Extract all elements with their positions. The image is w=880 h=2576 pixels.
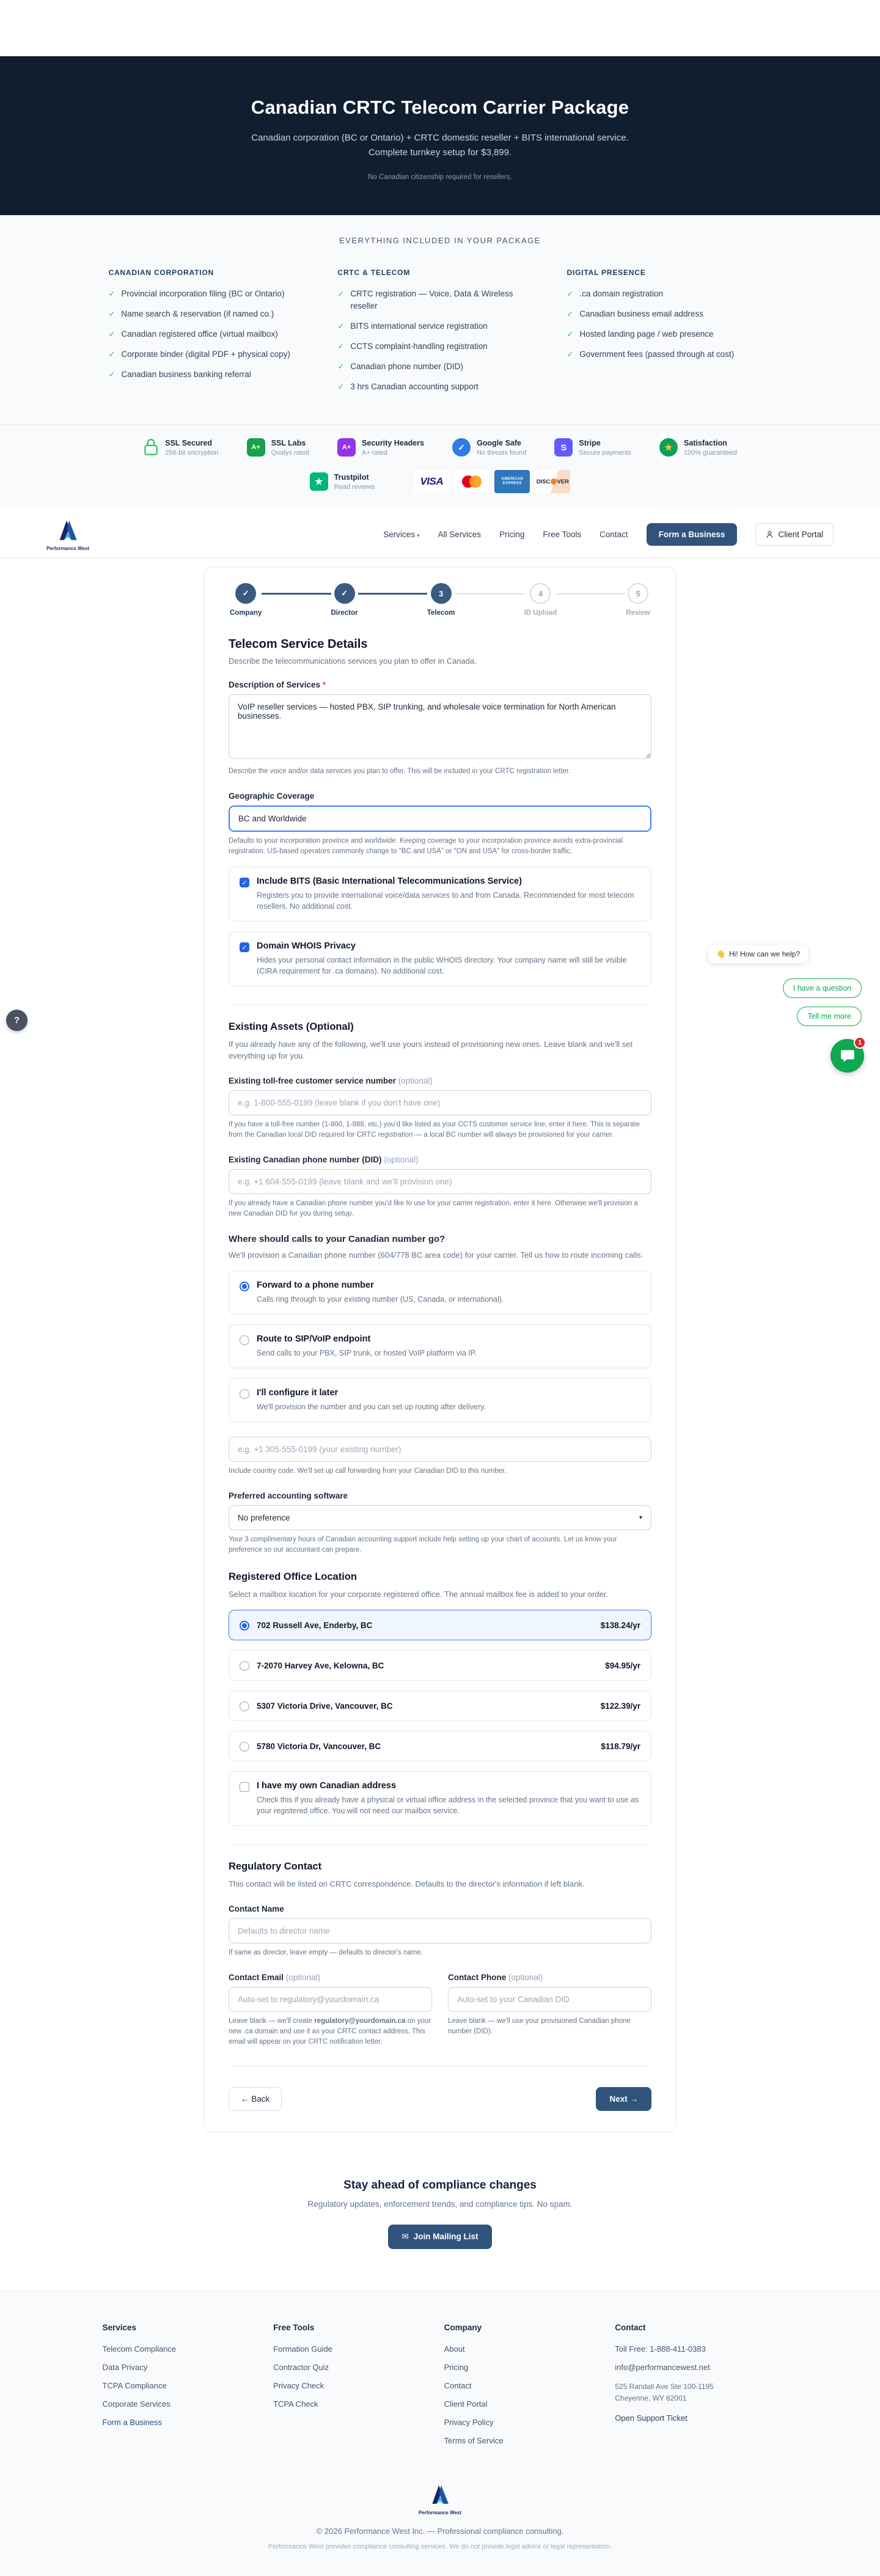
chat-launcher-button[interactable] (831, 1039, 864, 1073)
step-review[interactable]: 5 Review (626, 583, 650, 617)
hero-banner (0, 56, 880, 215)
badge-ssl-secured: SSL Secured 256-bit encryption (143, 438, 218, 457)
check-icon: ✓ (108, 309, 116, 318)
coverage-input[interactable] (229, 805, 651, 832)
step-connector (455, 593, 524, 595)
column-title: CANADIAN CORPORATION (108, 268, 214, 277)
lock-icon (143, 438, 159, 457)
column-title: DIGITAL PRESENCE (566, 268, 646, 277)
routing-section (229, 1234, 651, 1477)
star-icon: ★ (659, 438, 678, 457)
chat-greeting-bubble[interactable]: 👋 Hi! How can we help? (708, 945, 808, 963)
included-column-crtc-telecom (338, 268, 543, 401)
included-heading: EVERYTHING INCLUDED IN YOUR PACKAGE (339, 236, 541, 245)
included-item: ✓ 3 hrs Canadian accounting support (338, 381, 521, 393)
footer-link-about[interactable]: About (444, 2344, 465, 2354)
contact-email-phone-row (229, 1973, 651, 2047)
radio-unselected[interactable] (240, 1742, 249, 1752)
included-item: ✓ BITS international service registration (338, 320, 521, 332)
footer-link-tcpa-check[interactable]: TCPA Check (273, 2399, 318, 2409)
person-icon (766, 530, 774, 538)
description-help: Describe the voice and/or data services you plan to offer. This will be included in your CRTC registration letter. (229, 768, 571, 775)
own-address-desc: Check this if you already have a physical or virtual office address in the selected province that you want to use as your registered office. You will not need our mailbox service. (257, 1796, 639, 1815)
step-company[interactable]: ✓ Company (230, 583, 262, 617)
office-option-victoria-dr[interactable]: 5780 Victoria Dr, Vancouver, BC $118.79/yr (229, 1731, 651, 1761)
step-connector (262, 593, 331, 595)
tollfree-help: If you have a toll-free number (1-800, 1-888, etc.) you'd like listed as your CCTS customer service line, enter it here. This is separate from the Canadian local DID required for CRTC registration — a local BC number will always be provisioned for your carrier. (229, 1121, 640, 1139)
package-included-section (0, 215, 880, 424)
coverage-help: Defaults to your incorporation province and worldwide. Keeping coverage to your incorporation province avoids extra-provincial registration. US-based operators commonly change to "BC and USA" or "ON and USA" for cross-border traffic. (229, 837, 623, 855)
footer-col-services: Services Telecom Compliance Data Privacy TCPA Compliance Corporate Services Form a Business (103, 2323, 274, 2454)
tollfree-input[interactable] (229, 1090, 651, 1115)
assets-title: Existing Assets (Optional) (229, 1021, 354, 1032)
stripe-icon: S (554, 438, 573, 457)
footer-link-pricing[interactable]: Pricing (444, 2363, 469, 2372)
step-number: 3 (431, 583, 452, 604)
tollfree-field (229, 1076, 651, 1140)
radio-selected[interactable] (240, 1621, 249, 1631)
step-check-icon: ✓ (235, 583, 256, 604)
included-item: ✓ Canadian registered office (virtual mailbox) (109, 328, 292, 340)
contact-name-label: Contact Name (229, 1904, 284, 1914)
discover-card-icon: DISC VER (535, 470, 570, 493)
badge-ssl-labs: A+ SSL Labs Qualys rated (247, 438, 309, 457)
own-address-label: I have my own Canadian address (257, 1781, 397, 1791)
column-title: CRTC & TELECOM (337, 268, 411, 277)
whois-label: Domain WHOIS Privacy (257, 941, 356, 951)
forward-number-input[interactable] (229, 1437, 651, 1462)
included-item: ✓ Canadian business email address (567, 308, 750, 320)
nav-contact[interactable]: Contact (600, 530, 628, 539)
nav-services[interactable]: Services ▾ (383, 530, 420, 539)
brand-name: Performance West (418, 2510, 462, 2515)
step-connector (557, 593, 626, 595)
routing-option-desc: Send calls to your PBX, SIP trunk, or hosted VoIP platform via IP. (257, 1349, 477, 1357)
radio-unselected[interactable] (240, 1389, 249, 1399)
office-price: $118.79/yr (601, 1741, 640, 1751)
nav-pricing[interactable]: Pricing (499, 530, 525, 539)
check-icon: ✓ (108, 289, 116, 298)
footer-link-terms[interactable]: Terms of Service (444, 2436, 504, 2445)
footer-link-corporate-services[interactable]: Corporate Services (102, 2399, 170, 2409)
description-textarea[interactable] (229, 694, 651, 759)
step-director[interactable]: ✓ Director (331, 583, 358, 617)
checkbox-checked-icon[interactable]: ✓ (240, 878, 249, 887)
check-icon: ✓ (108, 329, 116, 339)
disclaimer-text: Performance West provides compliance consulting services. We do not provide legal advice or legal representation. (268, 2543, 612, 2550)
a-plus-icon: A+ (247, 438, 265, 457)
routing-option-desc: We'll provision the number and you can set up routing after delivery. (257, 1403, 486, 1411)
whois-checkbox-card[interactable] (229, 931, 651, 986)
footer-brand (0, 2482, 880, 2515)
contact-phone-label: Contact Phone (optional) (448, 1973, 543, 1982)
accounting-field (229, 1491, 651, 1555)
wizard-card (204, 567, 676, 2132)
check-icon: ✓ (337, 382, 345, 391)
footer-link-telecom-compliance[interactable]: Telecom Compliance (102, 2344, 177, 2354)
trust-badges-section (0, 424, 880, 509)
included-item: ✓ Corporate binder (digital PDF + physical copy) (109, 348, 292, 361)
check-icon: ✓ (337, 362, 345, 371)
step-number: 4 (530, 583, 551, 604)
performance-west-logo-icon (56, 518, 80, 545)
back-button[interactable]: ← Back (229, 2087, 282, 2111)
footer-link-privacy-policy[interactable]: Privacy Policy (444, 2418, 494, 2427)
regulatory-contact-subtitle: This contact will be listed on CRTC correspondence. Defaults to the director's information if left blank. (229, 1879, 585, 1888)
copyright-text: © 2026 Performance West Inc. — Professional compliance consulting. (316, 2526, 564, 2536)
check-icon: ✓ (337, 289, 345, 298)
routing-option-sip[interactable] (229, 1324, 651, 1368)
footer-link-contractor-quiz[interactable]: Contractor Quiz (273, 2363, 329, 2372)
radio-unselected[interactable] (240, 1661, 249, 1671)
routing-subtitle: We'll provision a Canadian phone number (604/778 BC area code) for your carrier. Tell us how to route incoming calls. (229, 1250, 644, 1260)
top-whitespace (0, 0, 880, 56)
regulatory-contact-title: Regulatory Contact (229, 1861, 322, 1872)
description-field (229, 680, 651, 777)
badge-security-headers: A+ Security Headers A+ rated (337, 438, 424, 457)
section-divider (229, 1844, 651, 1845)
checkbox-checked-icon[interactable]: ✓ (240, 942, 249, 952)
brand-name: Performance West (46, 546, 90, 551)
required-asterisk: * (322, 680, 326, 689)
nav-links (383, 523, 834, 546)
included-item: ✓ CRTC registration — Voice, Data & Wireless reseller (338, 288, 521, 312)
accounting-label: Preferred accounting software (229, 1491, 348, 1500)
client-portal-button[interactable]: Client Portal (755, 523, 834, 546)
step-connector (358, 593, 427, 595)
check-icon: ✓ (108, 370, 116, 379)
amex-card-icon: AMERICAN EXPRESS (494, 470, 530, 493)
step-check-icon: ✓ (334, 583, 355, 604)
main-content (0, 567, 880, 2132)
chevron-down-icon: ▾ (417, 532, 420, 538)
bits-label: Include BITS (Basic International Telecommunications Service) (257, 876, 522, 886)
routing-option-desc: Calls ring through to your existing number (US, Canada, or international). (257, 1295, 504, 1304)
accounting-select[interactable]: No preference ▾ (229, 1505, 651, 1530)
question-icon: ? (13, 1015, 20, 1026)
contact-name-input[interactable] (229, 1918, 651, 1943)
footer-email[interactable]: info@performancewest.net (615, 2363, 710, 2372)
did-field (229, 1155, 651, 1219)
contact-email-label: Contact Email (optional) (229, 1973, 321, 1982)
mastercard-icon (454, 470, 490, 493)
office-option-enderby[interactable]: 702 Russell Ave, Enderby, BC $138.24/yr (229, 1610, 651, 1640)
next-button[interactable]: Next → (596, 2087, 651, 2111)
contact-phone-help: Leave blank — we'll use your provisioned Canadian phone number (DID). (448, 2017, 631, 2035)
bits-checkbox-card[interactable] (229, 867, 651, 922)
did-label: Existing Canadian phone number (DID) (optional) (229, 1155, 419, 1164)
step-id-upload[interactable]: 4 ID Upload (524, 583, 557, 617)
check-icon: ✓ (566, 289, 574, 298)
step-number: 5 (628, 583, 648, 604)
contact-name-help: If same as director, leave empty — defaults to director's name. (229, 1949, 423, 1956)
footer-phone[interactable]: Toll Free: 1-888-411-0383 (615, 2344, 706, 2354)
office-option-kelowna[interactable]: 7-2070 Harvey Ave, Kelowna, BC $94.95/yr (229, 1650, 651, 1681)
page-footer (0, 2291, 880, 2576)
routing-option-label: Forward to a phone number (257, 1280, 374, 1290)
included-item: ✓ Canadian phone number (DID) (338, 361, 521, 373)
footer-col-company: Company About Pricing Contact Client Portal Privacy Policy Terms of Service (444, 2323, 615, 2454)
radio-selected[interactable] (240, 1282, 249, 1291)
coverage-field (229, 791, 651, 857)
footer-link-client-portal[interactable]: Client Portal (444, 2399, 488, 2409)
footer-link-tcpa-compliance[interactable]: TCPA Compliance (102, 2381, 167, 2390)
checkbox-unchecked[interactable] (240, 1782, 249, 1792)
included-item: ✓ .ca domain registration (567, 288, 750, 300)
bits-desc: Registers you to provide international voice/data services to and from Canada. Recommended for most telecom resellers. No additional cost. (257, 891, 634, 911)
forward-number-help: Include country code. We'll set up call forwarding from your Canadian DID to this number. (229, 1467, 507, 1475)
office-price: $122.39/yr (600, 1701, 640, 1711)
shield-check-icon: ✓ (452, 438, 471, 457)
footer-col-contact: Contact Toll Free: 1-888-411-0383 info@performancewest.net 525 Randall Ave Ste 100-1195 Cheyenne, WY 82001 Open Support Ticket (615, 2323, 777, 2454)
form-actions (229, 2087, 651, 2111)
contact-email-field (229, 1973, 432, 2047)
tollfree-label: Existing toll-free customer service number (optional) (229, 1076, 433, 1085)
included-item: ✓ Government fees (passed through at cost) (567, 348, 750, 361)
forward-number-field (229, 1437, 651, 1477)
check-icon: ✓ (566, 329, 574, 339)
contact-email-input[interactable] (229, 1987, 432, 2012)
contact-phone-field (448, 1973, 651, 2047)
footer-link-data-privacy[interactable]: Data Privacy (102, 2363, 148, 2372)
footer-link-contact[interactable]: Contact (444, 2381, 472, 2390)
a-plus-icon: A+ (337, 438, 356, 457)
routing-option-later[interactable] (229, 1378, 651, 1422)
payment-row (0, 470, 880, 493)
check-icon: ✓ (566, 350, 574, 359)
footer-link-privacy-check[interactable]: Privacy Check (273, 2381, 324, 2390)
chat-bubble-icon (840, 1048, 856, 1064)
contact-name-field (229, 1904, 651, 1958)
nav-all-services[interactable]: All Services (438, 530, 482, 539)
contact-phone-input[interactable] (448, 1987, 651, 2012)
included-item: ✓ Name search & reservation (if named co.) (109, 308, 292, 320)
form-subtitle: Describe the telecommunications services you plan to offer in Canada. (229, 656, 477, 666)
wave-emoji-icon: 👋 (716, 950, 725, 958)
badge-trustpilot[interactable]: ★ Trustpilot Read reviews (310, 472, 375, 491)
included-item: ✓ Provincial incorporation filing (BC or Ontario) (109, 288, 292, 300)
check-icon: ✓ (566, 309, 574, 318)
footer-address: 525 Randall Ave Ste 100-1195 Cheyenne, WY 82001 (615, 2382, 714, 2402)
nav-free-tools[interactable]: Free Tools (543, 530, 582, 539)
routing-title: Where should calls to your Canadian number go? (229, 1234, 446, 1244)
accounting-help: Your 3 complimentary hours of Canadian accounting support include help setting up your chart of accounts. Let us know your preference so our accountant can prepare. (229, 1536, 617, 1554)
routing-option-forward[interactable] (229, 1271, 651, 1315)
mail-icon: ✉ (402, 2232, 409, 2241)
office-subtitle: Select a mailbox location for your corporate registered office. The annual mailbox fee is added to your order. (229, 1590, 608, 1599)
brand-logo[interactable] (46, 518, 89, 551)
trust-badge-row (0, 438, 880, 457)
telecom-form (204, 622, 676, 2132)
included-item: ✓ Hosted landing page / web presence (567, 328, 750, 340)
badge-stripe: S Stripe Secure payments (554, 438, 631, 457)
newsletter-title: Stay ahead of compliance changes (343, 2179, 537, 2192)
included-item: ✓ CCTS complaint-handling registration (338, 340, 521, 353)
did-input[interactable] (229, 1169, 651, 1194)
coverage-label: Geographic Coverage (229, 791, 315, 801)
chat-quick-reply-question[interactable]: I have a question (783, 978, 862, 998)
newsletter-subtitle: Regulatory updates, enforcement trends, and compliance tips. No spam. (307, 2200, 573, 2209)
radio-unselected[interactable] (240, 1335, 249, 1345)
hero-note: No Canadian citizenship required for resellers. (368, 174, 512, 181)
included-item: ✓ Canadian business banking referral (109, 369, 292, 381)
join-mailing-list-button[interactable]: ✉ Join Mailing List (388, 2225, 491, 2249)
contact-email-help: Leave blank — we'll create regulatory@yourdomain.ca on your new .ca domain and use it as your CRTC contact address. This email will appear on your CRTC notification letter. (229, 2017, 431, 2046)
help-fab-button[interactable] (6, 1010, 28, 1031)
assets-subtitle: If you already have any of the following, we'll use yours instead of provisioning new ones. Leave blank and we'll set everything up for you. (229, 1040, 633, 1060)
included-column-corporation (109, 268, 314, 401)
check-icon: ✓ (337, 321, 345, 331)
badge-google-safe: ✓ Google Safe No threats found (452, 438, 526, 457)
main-navigation (0, 509, 880, 558)
office-title: Registered Office Location (229, 1571, 357, 1582)
check-icon: ✓ (337, 342, 345, 351)
footer-col-free-tools: Free Tools Formation Guide Contractor Quiz Privacy Check TCPA Check (273, 2323, 444, 2454)
routing-option-label: Route to SIP/VoIP endpoint (257, 1334, 371, 1344)
performance-west-logo-icon (428, 2482, 452, 2508)
did-help: If you already have a Canadian phone number you'd like to use for your carrier registration, enter it here. Otherwise we'll provision a new Canadian DID for you during setup. (229, 1200, 638, 1217)
included-column-digital (567, 268, 772, 401)
radio-unselected[interactable] (240, 1701, 249, 1711)
chat-quick-reply-more[interactable]: Tell me more (797, 1007, 862, 1026)
whois-desc: Hides your personal contact information in the public WHOIS directory. Your company name will still be visible (CIRA requirement for .ca domains). No additional cost. (257, 956, 627, 975)
hero-subtitle: Canadian corporation (BC or Ontario) + CRTC domestic reseller + BITS international service. Complete turnkey setup for $3,899. (251, 133, 629, 158)
office-price: $138.24/yr (600, 1620, 640, 1630)
office-option-victoria-drive[interactable]: 5307 Victoria Drive, Vancouver, BC $122.39/yr (229, 1690, 651, 1721)
payment-methods (414, 470, 570, 493)
chat-unread-badge: 1 (854, 1037, 866, 1049)
footer-columns (103, 2323, 778, 2454)
form-title: Telecom Service Details (229, 637, 368, 651)
page-title: Canadian CRTC Telecom Carrier Package (251, 97, 629, 118)
newsletter-section (0, 2171, 880, 2291)
included-grid (109, 268, 772, 401)
office-price: $94.95/yr (605, 1660, 640, 1670)
routing-option-label: I'll configure it later (257, 1388, 339, 1398)
footer-support-ticket[interactable]: Open Support Ticket (615, 2413, 688, 2423)
discover-dot (551, 479, 557, 485)
check-icon: ✓ (108, 350, 116, 359)
step-telecom[interactable]: 3 Telecom (427, 583, 455, 617)
visa-card-icon: VISA (414, 470, 449, 493)
progress-stepper (204, 567, 676, 622)
chevron-down-icon: ▾ (639, 1514, 642, 1521)
badge-satisfaction: ★ Satisfaction 100% guaranteed (659, 438, 737, 457)
footer-link-formation-guide[interactable]: Formation Guide (273, 2344, 332, 2354)
form-a-business-button[interactable]: Form a Business (647, 523, 738, 546)
footer-link-form-a-business[interactable]: Form a Business (102, 2418, 163, 2427)
own-address-checkbox-card[interactable] (229, 1771, 651, 1826)
trustpilot-star-icon: ★ (310, 472, 328, 491)
description-label: Description of Services * (229, 680, 326, 689)
